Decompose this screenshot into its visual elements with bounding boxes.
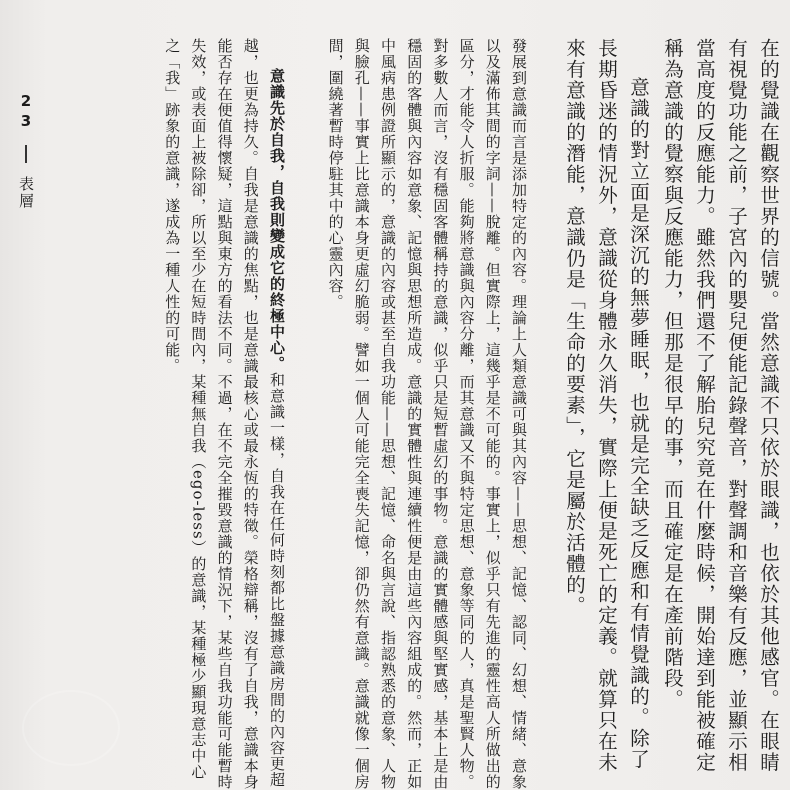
section-title: 表層 [17, 175, 35, 210]
key-statement: 意識先於自我，自我則變成它的終極中心。 [268, 68, 286, 372]
paragraph-text: 發展到意識而言是添加特定的內容。理論上人類意識可與其內容——思想、記憶、認同、幻想、情緒、意象以及滿佈其間的字詞——脫離。但實際上，這幾乎是不可能的。事實上，似乎只有先進的靈性高人所做出的區分，才能令人折服。能夠將意識與內容分離，而其意識又不與特定思想、意象等同的人，真是聖賢人物。對多數人而言，沒有穩固客體稱持的意識，似乎只是短暫虛幻的事物。意識的實體感與堅實感，基本上是由穩固的客體與內容如意象、記憶與思想所造成。意識的實體性與連續性便是由這些內容組成的。然而，正如中風病患例證所顯示的，意識的內容或甚至自我功能——思想、記憶、命名與言說、指認熟悉的意象、人物與臉孔——事實上比意識本身更虛幻脆弱。譬如一個人可能完全喪失記憶，卻仍然有意識。意識就像一個房間，圍繞著暫時停駐其中的心靈內容。 [326, 38, 528, 790]
paragraph-opposite-of-consciousness [534, 38, 654, 790]
running-header [16, 92, 37, 210]
header-divider [25, 145, 27, 163]
page-number: 23 [17, 92, 35, 132]
paragraph-body: 和意識一樣，自我在任何時刻都比盤據意識房間的內容更超越，也更為持久。自我是意識的焦點，也是意識最核心或最永恆的特徵。榮格辯稱，沒有了自我，意識本身能否存在便值得懷疑，這點與東方的看法不同。不過，在不完全摧毀意識的情況下，某些自我功能可能暫時失效，或表面上被除卻，所以至少在短時間內，某種無自我（ego-less）的意識，某種極少顯現意志中心之「我」跡象的意識，遂成為一種人性的可能。 [163, 38, 286, 790]
paragraph-consciousness-content [292, 38, 532, 790]
paragraph-text [159, 38, 290, 790]
paragraph-sensory-awareness [656, 38, 784, 790]
paragraph-text: 意識的對立面是深沉的無夢睡眠，也就是完全缺乏反應和有情覺識的。除了長期昏迷的情況外，意識從身體永久消失，實際上便是死亡的定義。就算只在未來有意識的潛能，意識仍是「生命的要素」，它是屬於活體的。 [563, 38, 650, 773]
paragraph-text: 在的覺識在觀察世界的信號。當然意識不只依於眼識，也依於其他感官。在眼睛有視覺功能之前，子宮內的嬰兒便能記錄聲音，對聲調和音樂有反應，並顯示相當高度的反應能力。雖然我們還不了解胎兒究竟在什麼時候，開始達到能被確定稱為意識的覺察與反應能力，但那是很早的事，而且確定是在產前階段。 [661, 38, 780, 773]
paragraph-ego [140, 38, 290, 790]
publisher-watermark-seal [22, 690, 120, 766]
